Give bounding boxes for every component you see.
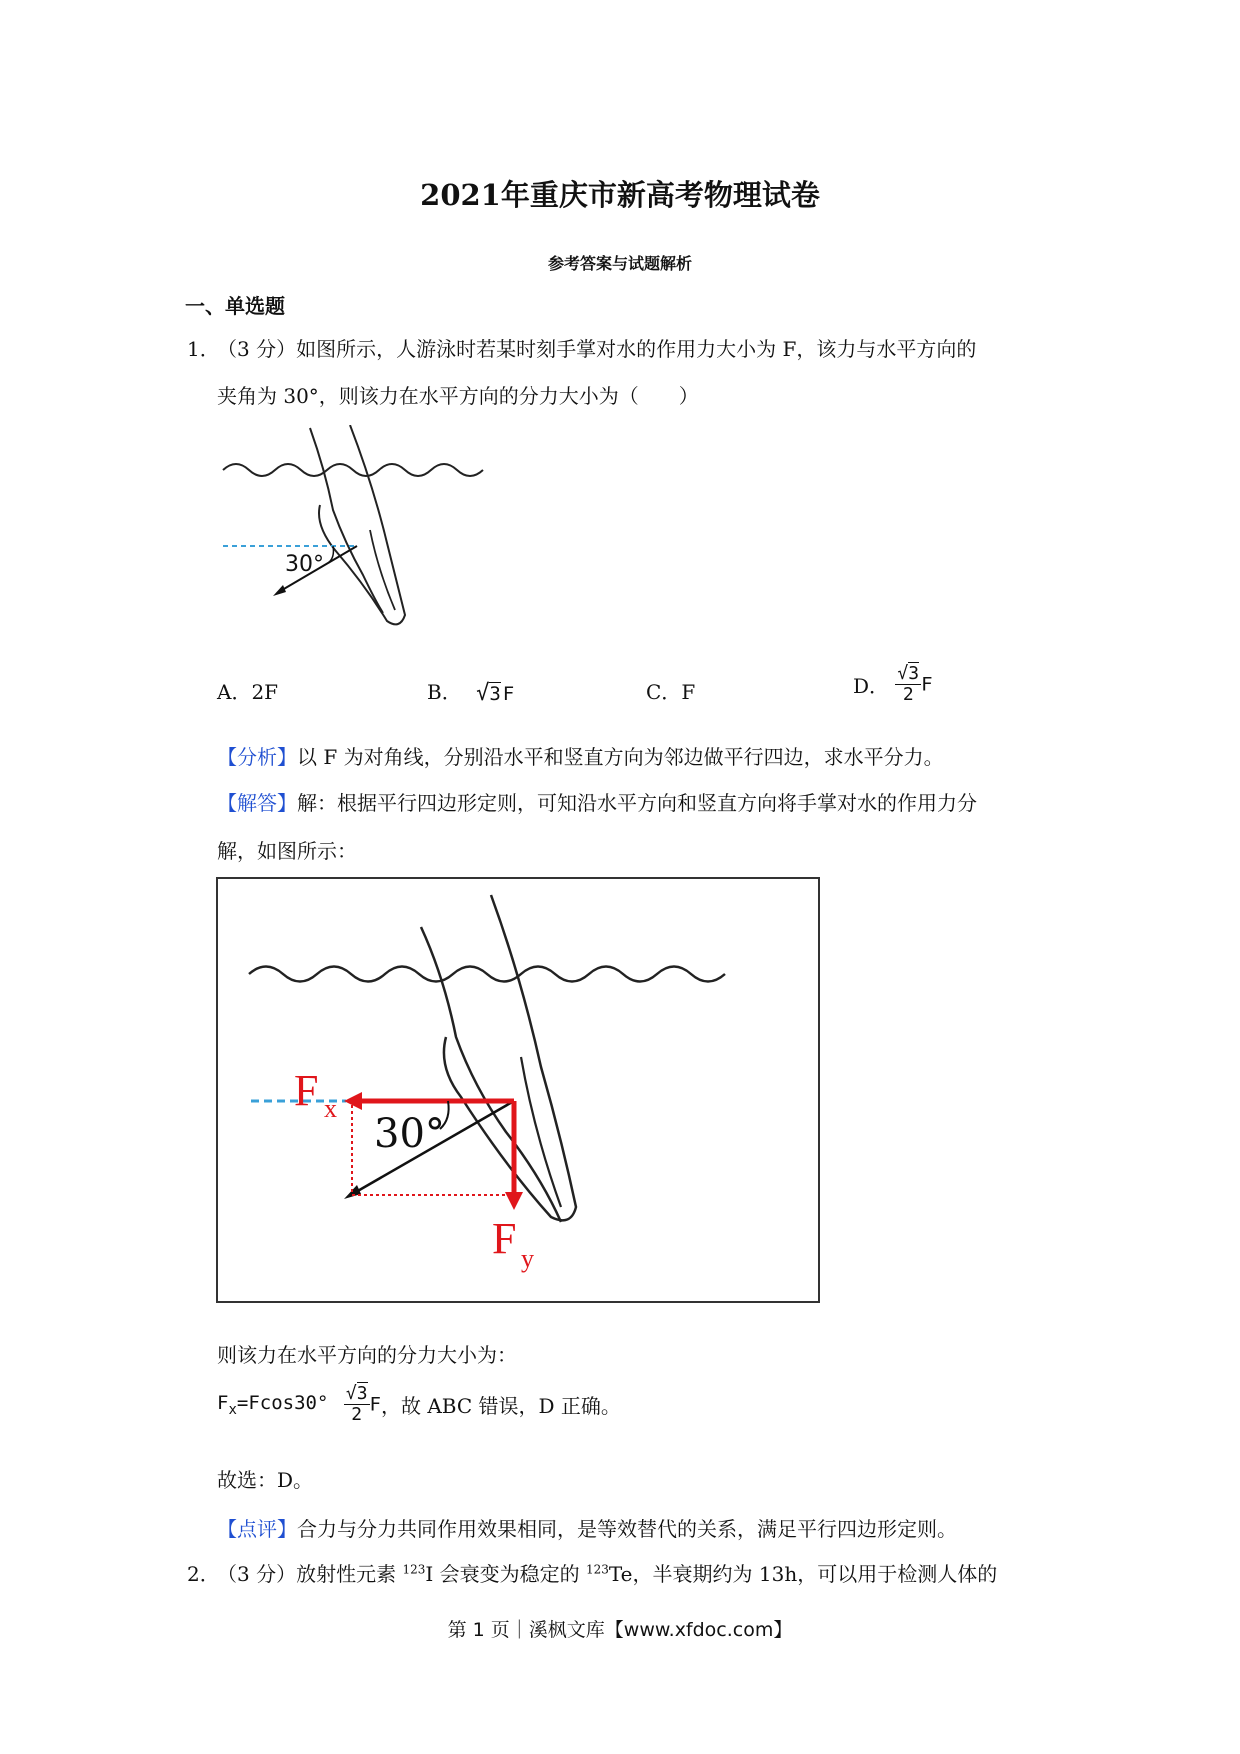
- section-heading: 一、单选题: [185, 294, 285, 318]
- result-intro: 则该力在水平方向的分力大小为：: [217, 1343, 517, 1367]
- page-footer: 第 1 页｜溪枫文库【www.xfdoc.com】: [447, 1619, 793, 1641]
- fy-label-sub: y: [521, 1244, 534, 1273]
- fx-label-main: F: [294, 1066, 319, 1115]
- option-d: D． $\frac{√3}{2}$ F: [853, 663, 933, 705]
- q1-stem-line1: （3 分）如图所示，人游泳时若某时刻手掌对水的作用力大小为 F，该力与水平方向的: [217, 337, 977, 361]
- fx-label-sub: x: [324, 1094, 337, 1123]
- page-title: 2021年重庆市新高考物理试卷: [420, 178, 820, 212]
- option-b: B． √3 F: [427, 680, 515, 706]
- q1-stem-line2: 夹角为 30°，则该力在水平方向的分力大小为（ ）: [217, 384, 699, 408]
- q2-number: 2．: [187, 1562, 220, 1586]
- q1-figure-angle-label: 30°: [285, 552, 324, 577]
- answer-line1: 【解答】解：根据平行四边形定则，可知沿水平方向和竖直方向将手掌对水的作用力分: [217, 791, 977, 815]
- q1-number: 1．: [187, 337, 220, 361]
- option-c: C．F: [646, 680, 696, 704]
- final-choice: 故选：D。: [217, 1468, 314, 1492]
- option-a: A．2F: [217, 680, 279, 704]
- analysis: 【分析】以 F 为对角线，分别沿水平和竖直方向为邻边做平行四边，求水平分力。: [217, 745, 944, 769]
- fy-label-main: F: [492, 1214, 517, 1263]
- result-formula: $F_x=Fcos30^\circ$ $\frac{√3}{2}$ F，故 ABC 错误，D 正确。: [217, 1383, 621, 1425]
- page-subtitle: 参考答案与试题解析: [547, 254, 692, 273]
- q2-stem: （3 分）放射性元素 $^{123}$I 会衰变为稳定的 $^{123}$Te，半衰期约为 13h，可以用于检测人体的: [217, 1562, 998, 1586]
- comment: 【点评】合力与分力共同作用效果相同，是等效替代的关系，满足平行四边形定则。: [217, 1517, 957, 1541]
- decomposition-angle-label: 30°: [374, 1111, 445, 1157]
- q1-figure-hand: [215, 425, 505, 635]
- q1-figure-decomposition: [216, 877, 820, 1303]
- answer-line2: 解，如图所示：: [217, 839, 357, 863]
